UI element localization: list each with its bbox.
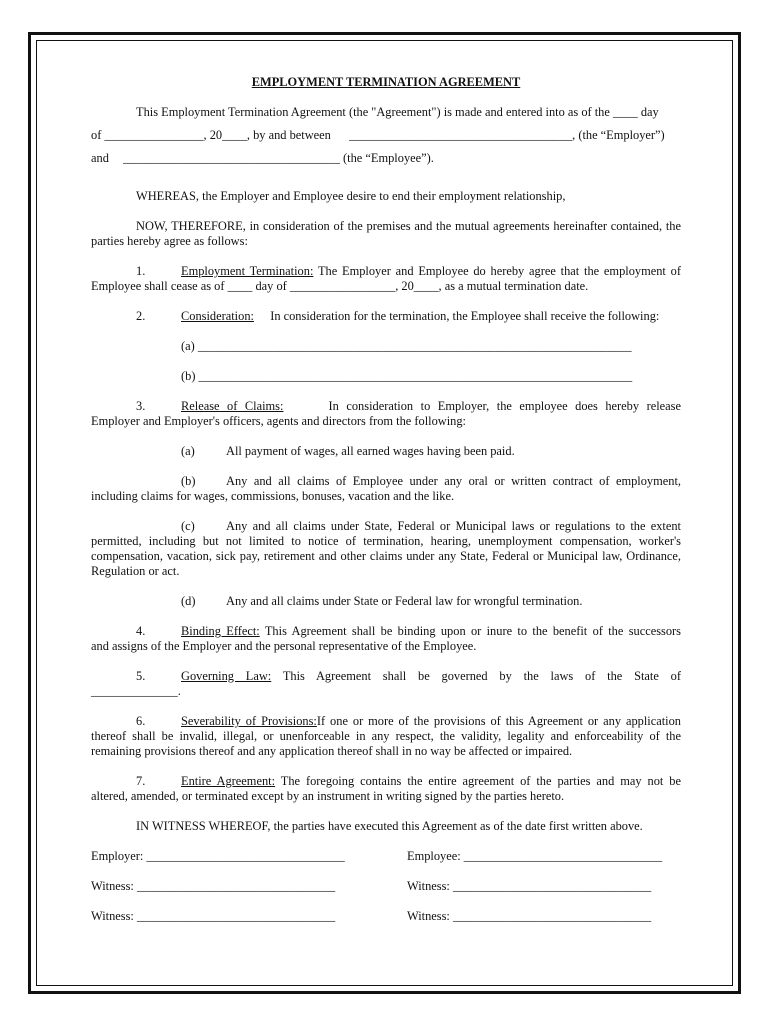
- section-5-heading: Governing Law:: [181, 669, 272, 683]
- intro-line-3-employee: ___________________________________ (the “Employee”).: [123, 151, 434, 165]
- intro-line-3-and: and: [91, 151, 109, 165]
- section-1: [91, 264, 681, 294]
- section-3-text-b: Employer and Employer's officers, agents and directors from the following:: [91, 414, 466, 428]
- employer-witness-2-line[interactable]: Witness: ________________________________: [91, 909, 336, 923]
- section-2-number: 2.: [136, 309, 146, 323]
- section-3-number: 3.: [136, 399, 146, 413]
- release-item-a-label: (a): [181, 444, 195, 458]
- employee-signature-line[interactable]: Employee: ________________________________: [407, 849, 663, 863]
- release-item-a-text: All payment of wages, all earned wages having been paid.: [226, 444, 515, 458]
- section-1-text-a: The Employer and Employee do hereby agree that the employment of: [317, 264, 681, 278]
- signature-row-parties: [91, 849, 681, 864]
- release-item-d-label: (d): [181, 594, 196, 608]
- section-7-text-a: The foregoing contains the entire agreement of the parties and may not be: [280, 774, 682, 788]
- section-7-number: 7.: [136, 774, 146, 788]
- section-6-number: 6.: [136, 714, 146, 728]
- section-7: [91, 774, 681, 804]
- section-5: [91, 669, 681, 699]
- section-4-heading: Binding Effect:: [181, 624, 260, 638]
- section-4: [91, 624, 681, 654]
- section-3-heading: Release of Claims:: [181, 399, 284, 413]
- signature-row-witness-2: [91, 909, 681, 924]
- section-6: [91, 714, 681, 759]
- consideration-item-a: (a) ______________________________________________________________________: [181, 339, 632, 353]
- release-item-a: [91, 444, 681, 459]
- consideration-item-b: (b) ______________________________________________________________________: [181, 369, 633, 383]
- release-item-c-label: (c): [181, 519, 195, 533]
- release-item-b-text-a: Any and all claims of Employee under any oral or written contract of employment,: [226, 474, 681, 488]
- release-item-c-text-a: Any and all claims under State, Federal or Municipal laws or regulations to the extent: [226, 519, 681, 533]
- employer-witness-1-line[interactable]: Witness: ________________________________: [91, 879, 336, 893]
- section-1-heading: Employment Termination:: [181, 264, 314, 278]
- release-item-b-label: (b): [181, 474, 196, 488]
- section-5-text-b: ______________.: [91, 684, 181, 698]
- release-item-b-text-b: including claims for wages, commissions, bonuses, vacation and the like.: [91, 489, 455, 503]
- release-item-d: [91, 594, 681, 609]
- signature-row-witness-1: [91, 879, 681, 894]
- agreement-document: [91, 68, 681, 924]
- release-item-d-text: Any and all claims under State or Federal law for wrongful termination.: [226, 594, 583, 608]
- section-2: [91, 309, 681, 324]
- section-4-text-a: This Agreement shall be binding upon or inure to the benefit of the successors: [264, 624, 681, 638]
- section-2-text: In consideration for the termination, the Employee shall receive the following:: [270, 309, 660, 323]
- employee-witness-1-line[interactable]: Witness: ________________________________: [407, 879, 652, 893]
- now-therefore-clause: NOW, THEREFORE, in consideration of the premises and the mutual agreements hereinafter contained, the parties hereby agree as follows:: [91, 219, 681, 248]
- intro-line-3: [91, 151, 681, 166]
- release-item-b: [91, 474, 681, 504]
- section-6-heading: Severability of Provisions:: [181, 714, 317, 728]
- release-item-c: [91, 519, 681, 579]
- intro-line-2: [91, 128, 681, 143]
- section-5-text-a: This Agreement shall be governed by the laws of the State of: [282, 669, 681, 683]
- section-2-heading: Consideration:: [181, 309, 254, 323]
- whereas-clause: WHEREAS, the Employer and Employee desire to end their employment relationship,: [136, 189, 566, 203]
- employee-witness-2-line[interactable]: Witness: ________________________________: [407, 909, 652, 923]
- witness-clause: IN WITNESS WHEREOF, the parties have executed this Agreement as of the date first written above.: [136, 819, 643, 833]
- section-4-text-b: and assigns of the Employer and the personal representative of the Employee.: [91, 639, 477, 653]
- section-1-number: 1.: [136, 264, 146, 278]
- section-6-text-a: If one or more of the provisions of this Agreement or any application: [316, 714, 682, 728]
- section-1-text-b: Employee shall cease as of ____ day of _________________, 20____, as a mutual termination date.: [91, 279, 589, 293]
- section-7-text-b: altered, amended, or terminated except by an instrument in writing signed by the parties hereto.: [91, 789, 565, 803]
- document-title: EMPLOYMENT TERMINATION AGREEMENT: [251, 75, 521, 89]
- intro-line-2-employer: ____________________________________, (the “Employer”): [349, 128, 665, 142]
- section-3-text-a: In consideration to Employer, the employee does hereby release: [328, 399, 681, 413]
- intro-line-1: This Employment Termination Agreement (the "Agreement") is made and entered into as of the ____ day: [136, 105, 659, 119]
- intro-line-2-date: of ________________, 20____, by and between: [91, 128, 331, 142]
- section-4-number: 4.: [136, 624, 146, 638]
- employer-signature-line[interactable]: Employer: ________________________________: [91, 849, 345, 863]
- section-6-text-b: thereof shall be invalid, illegal, or unenforceable in any respect, the validity, legality and enforceability of the remaining provisions thereof and any application thereof shall in no way be affected or impaired.: [91, 729, 681, 758]
- release-item-c-text-b: permitted, including but not limited to notice of termination, hearing, unemployment compensation, worker's compensation, vacation, sick pay, retirement and other claims under any State, Federal or Municipal law, Ordinance, Regulation or act.: [91, 534, 681, 578]
- section-7-heading: Entire Agreement:: [181, 774, 276, 788]
- section-5-number: 5.: [136, 669, 146, 683]
- section-3: [91, 399, 681, 429]
